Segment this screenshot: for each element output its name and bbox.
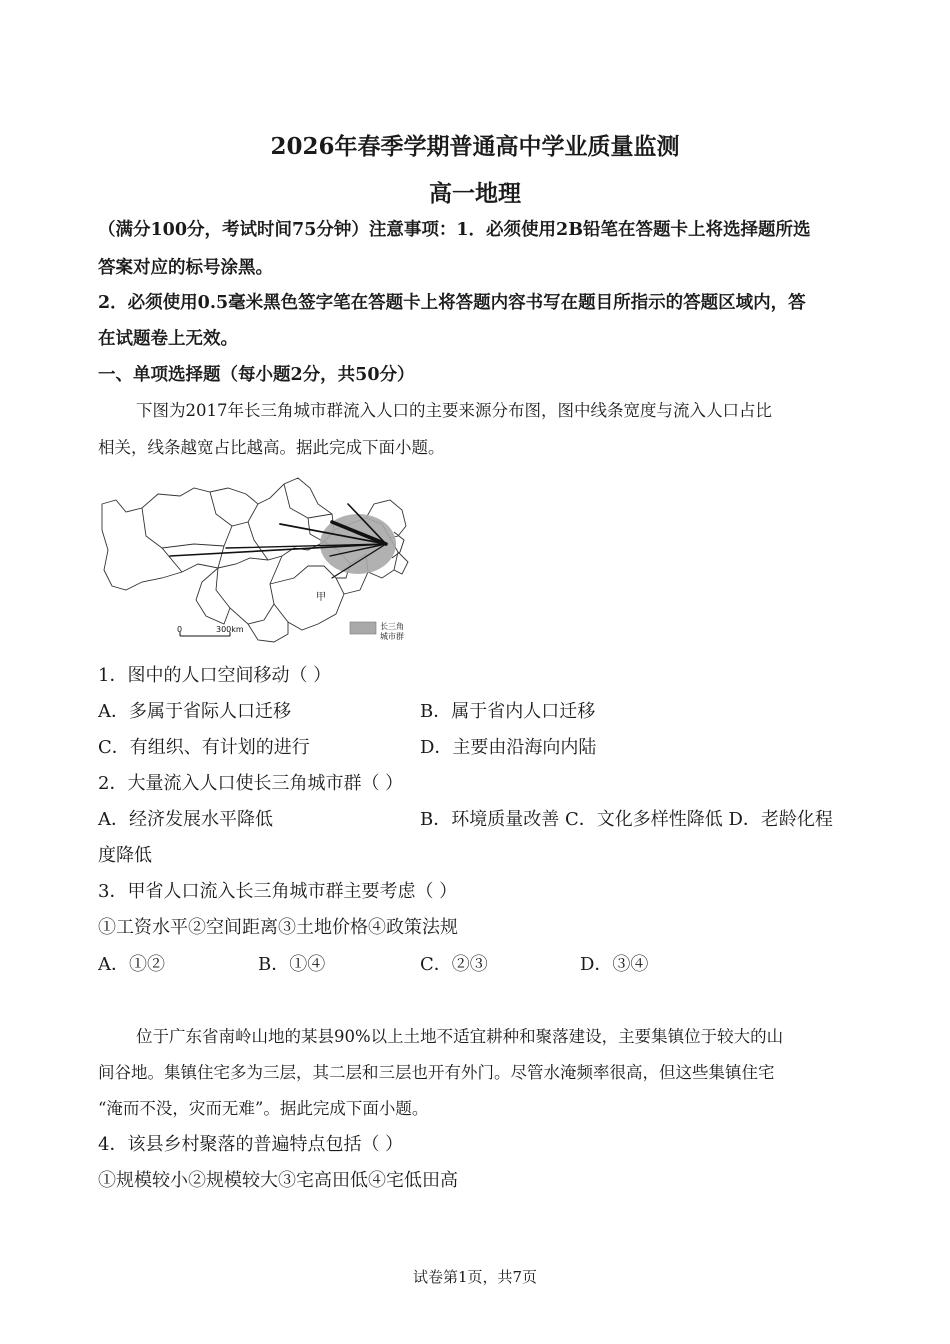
- section-heading: 一、单项选择题（每小题2分，共50分）: [98, 365, 415, 385]
- q3-option-a: A．①②: [98, 954, 165, 975]
- population-migration-map: [98, 474, 428, 646]
- notes-line-3: 2．必须使用0.5毫米黑色签字笔在答题卡上将答题内容书写在题目所指示的答题区域内，答: [98, 293, 806, 313]
- q1-stem: 1．图中的人口空间移动（ ）: [98, 665, 332, 686]
- passage2-line-2: 间谷地。集镇住宅多为三层，其二层和三层也开有外门。尽管水淹频率很高，但这些集镇住宅: [98, 1063, 775, 1082]
- q1-option-c: C．有组织、有计划的进行: [98, 737, 310, 758]
- q1-option-d: D．主要由沿海向内陆: [420, 737, 597, 758]
- notes-line-1: （满分100分，考试时间75分钟）注意事项：1．必须使用2B铅笔在答题卡上将选择题所选: [98, 220, 811, 240]
- svg-text:300km: 300km: [216, 625, 244, 634]
- label-jia: 甲: [316, 592, 326, 603]
- q2-stem: 2．大量流入人口使长三角城市群（ ）: [98, 773, 404, 794]
- q2-option-d-cont: 度降低: [98, 845, 152, 866]
- exam-title: 2026年春季学期普通高中学业质量监测: [270, 133, 680, 160]
- q3-option-b: B．①④: [258, 954, 326, 975]
- q3-stem: 3．甲省人口流入长三角城市群主要考虑（ ）: [98, 881, 458, 902]
- passage2-line-1: 位于广东省南岭山地的某县90%以上土地不适宜耕种和聚落建设，主要集镇位于较大的山: [136, 1027, 784, 1046]
- svg-text:0: 0: [177, 625, 183, 634]
- notes-line-2: 答案对应的标号涂黑。: [98, 258, 273, 278]
- scale-bar: [177, 625, 244, 636]
- exam-subtitle: 高一地理: [429, 180, 521, 207]
- q3-statements: ①工资水平②空间距离③土地价格④政策法规: [98, 917, 458, 938]
- q3-option-d: D．③④: [580, 954, 649, 975]
- svg-text:城市群: 城市群: [380, 632, 404, 641]
- q3-option-c: C．②③: [420, 954, 488, 975]
- page-footer: 试卷第1页，共7页: [412, 1268, 538, 1286]
- map-legend: [350, 621, 404, 641]
- q1-option-a: A．多属于省际人口迁移: [98, 701, 291, 722]
- svg-text:长三角: 长三角: [380, 622, 404, 631]
- q2-options-bcd: B．环境质量改善 C．文化多样性降低 D．老龄化程: [420, 809, 833, 830]
- passage2-line-3: “淹而不没，灾而无难”。据此完成下面小题。: [98, 1099, 429, 1118]
- passage1-line-1: 下图为2017年长三角城市群流入人口的主要来源分布图，图中线条宽度与流入人口占比: [136, 401, 772, 420]
- q4-stem: 4．该县乡村聚落的普遍特点包括（ ）: [98, 1134, 404, 1155]
- q1-option-b: B．属于省内人口迁移: [420, 701, 596, 722]
- q2-option-a: A．经济发展水平降低: [98, 809, 273, 830]
- notes-line-4: 在试题卷上无效。: [98, 329, 238, 349]
- passage1-line-2: 相关，线条越宽占比越高。据此完成下面小题。: [98, 438, 445, 457]
- q4-statements: ①规模较小②规模较大③宅高田低④宅低田高: [98, 1170, 458, 1191]
